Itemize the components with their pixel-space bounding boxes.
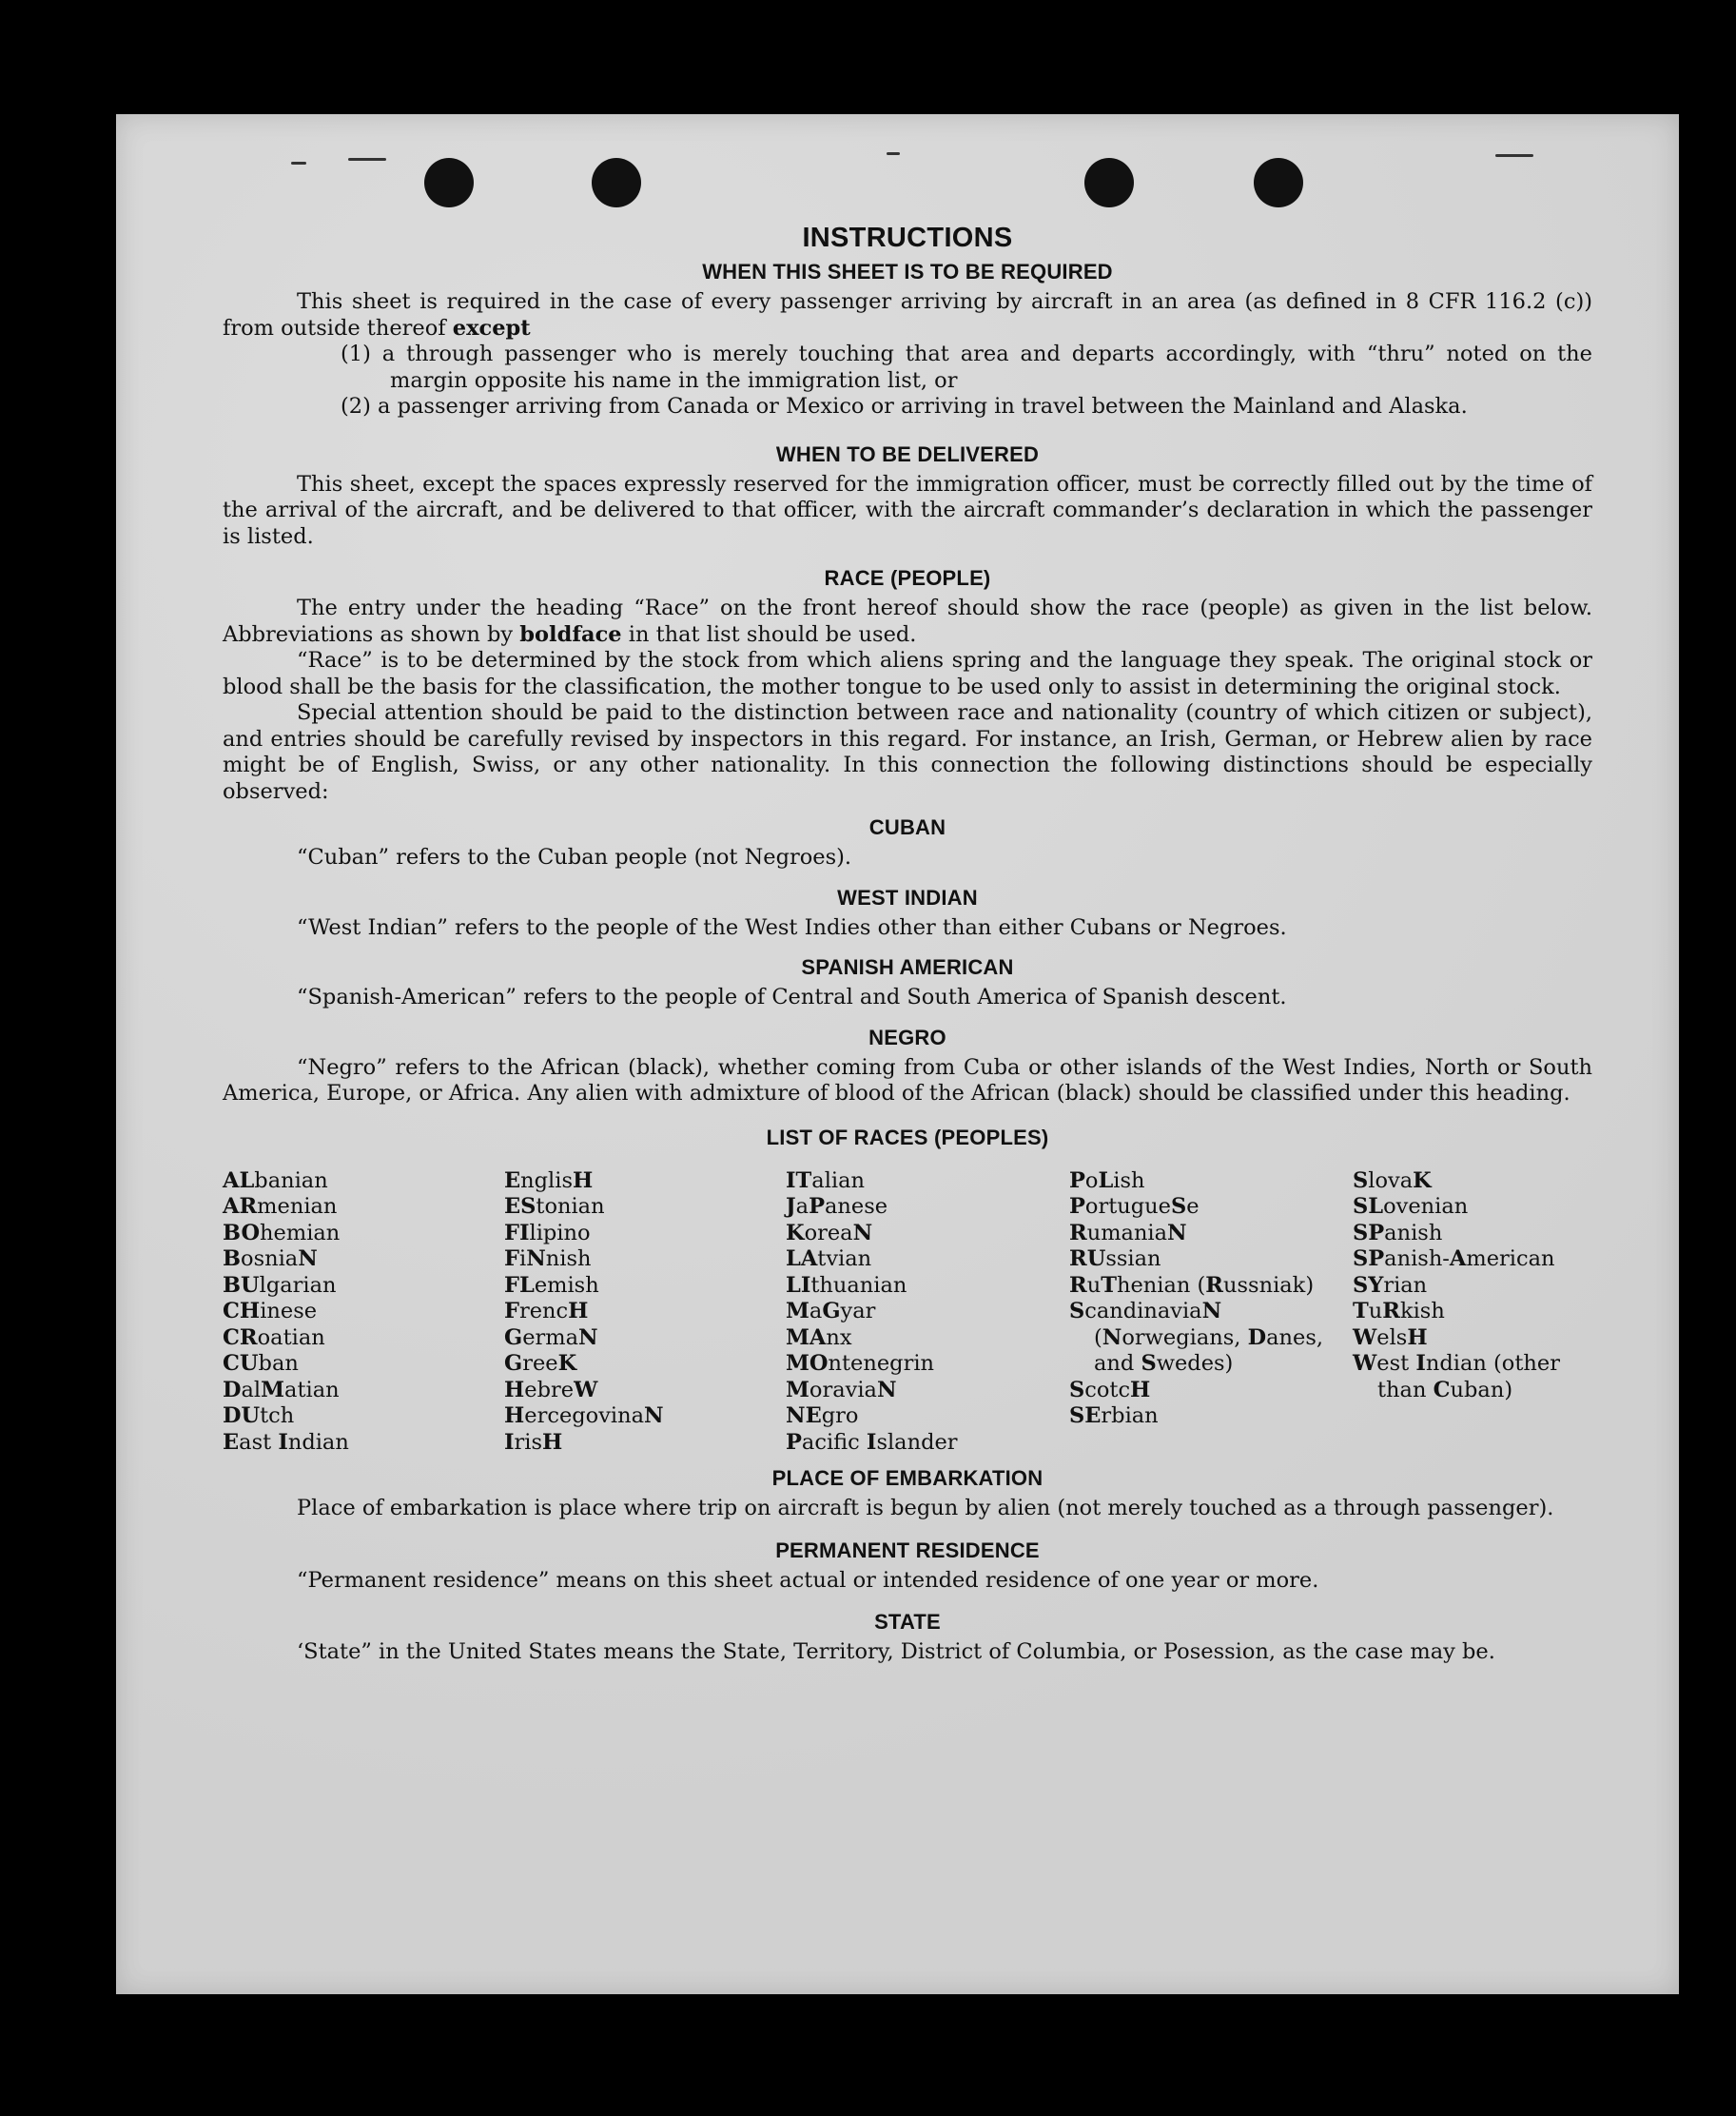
race-column-1 xyxy=(223,1168,504,1457)
ink-mark xyxy=(291,162,306,165)
race-entry: JaPanese xyxy=(786,1194,888,1219)
section-heading-spanish-american: SPANISH AMERICAN xyxy=(801,955,1014,979)
section-heading-state: STATE xyxy=(874,1610,941,1634)
race-entry: IrisH xyxy=(504,1429,563,1455)
race-entry: SYrian xyxy=(1353,1272,1428,1298)
race-entry: ARmenian xyxy=(223,1194,338,1219)
race-column-5 xyxy=(1353,1168,1592,1457)
race-entry: BOhemian xyxy=(223,1220,341,1245)
race-entry: SlovaK xyxy=(1353,1167,1432,1193)
race-entry: SLovenian xyxy=(1353,1194,1469,1219)
race-entry: PoLish xyxy=(1069,1167,1145,1193)
race-column-2 xyxy=(504,1168,786,1457)
race-entry: CRoatian xyxy=(223,1324,325,1350)
ink-mark xyxy=(887,152,900,155)
section-heading-negro: NEGRO xyxy=(868,1025,946,1049)
race-entry: CHinese xyxy=(223,1299,318,1323)
section-heading-race: RACE (PEOPLE) xyxy=(824,566,991,590)
race-entry: SPanish xyxy=(1353,1220,1443,1245)
punch-hole xyxy=(592,158,641,207)
document-sheet xyxy=(116,114,1679,1994)
race-entry: FLemish xyxy=(504,1272,599,1298)
race-p1-text: The entry under the heading “Race” on the front hereof should show the race (people) as given in the list below. Abbreviations as shown by xyxy=(223,596,1592,647)
race-entry: RumaniaN xyxy=(1069,1220,1187,1245)
spanish-american-text: “Spanish-American” refers to the people of Central and South America of Spanish descent. xyxy=(297,985,1287,1009)
race-p1-boldface: boldface xyxy=(519,621,622,647)
west-indian-text: “West Indian” refers to the people of the West Indies other than either Cubans or Negroes. xyxy=(297,914,1287,940)
race-column-3 xyxy=(786,1168,1069,1457)
race-entry: WelsH xyxy=(1353,1324,1428,1350)
race-p1-end: in that list should be used. xyxy=(621,621,917,647)
race-entry: HebreW xyxy=(504,1377,598,1402)
race-entry: EnglisH xyxy=(504,1167,594,1193)
race-entry: NEgro xyxy=(786,1403,859,1428)
race-entry: ScotcH xyxy=(1069,1377,1151,1402)
negro-text: “Negro” refers to the African (black), whether coming from Cuba or other islands of the West Indies, North or South America, Europe, or Africa. Any alien with admixture of blood of the African (black) should be classified under this heading. xyxy=(223,1054,1592,1106)
race-entry: RUssian xyxy=(1069,1246,1161,1271)
race-entry: FrencH xyxy=(504,1299,589,1323)
race-entry: West Indian (other than Cuban) xyxy=(1353,1351,1560,1402)
instructions-content xyxy=(223,219,1592,1666)
race-entry: MOntenegrin xyxy=(786,1351,935,1376)
race-entry: PortugueSe xyxy=(1069,1194,1200,1219)
race-paragraph-2: “Race” is to be determined by the stock from which aliens spring and the language they speak. The original stock or blood shall be the basis for the classification, the mother tongue to be used only to assist in determining the original stock. xyxy=(223,648,1592,699)
delivered-text: This sheet, except the spaces expressly reserved for the immigration officer, must be correctly filled out by the time of the arrival of the aircraft, and be delivered to that officer, with the aircraft commander’s declaration in which the passenger is listed. xyxy=(223,471,1592,549)
race-entry: LAtvian xyxy=(786,1246,872,1271)
required-item-1: (1) a through passenger who is merely touching that area and departs accordingly, with “thru” noted on the margin opposite his name in the immigration list, or xyxy=(341,342,1592,393)
required-intro-text: This sheet is required in the case of every passenger arriving by aircraft in an area (as defined in 8 CFR 116.2 (c)) from outside thereof xyxy=(223,289,1592,341)
race-entry: DalMatian xyxy=(223,1377,340,1402)
race-entry: BUlgarian xyxy=(223,1272,337,1298)
race-entry: TuRkish xyxy=(1353,1299,1445,1323)
cuban-text: “Cuban” refers to the Cuban people (not Negroes). xyxy=(297,845,852,870)
race-entry: HercegovinaN xyxy=(504,1403,664,1428)
race-entry: SPanish-American xyxy=(1353,1246,1555,1271)
race-entry: FiNnish xyxy=(504,1246,592,1271)
required-intro-except: except xyxy=(452,315,531,341)
section-heading-required: WHEN THIS SHEET IS TO BE REQUIRED xyxy=(702,260,1113,284)
state-text: ‘State” in the United States means the State, Territory, District of Columbia, or Posession, as the case may be. xyxy=(297,1639,1495,1664)
punch-hole xyxy=(1254,158,1303,207)
race-entry: SErbian xyxy=(1069,1403,1159,1428)
race-entry: CUban xyxy=(223,1351,299,1376)
race-entry: KoreaN xyxy=(786,1220,873,1245)
race-entry: DUtch xyxy=(223,1403,295,1428)
section-heading-residence: PERMANENT RESIDENCE xyxy=(775,1538,1040,1562)
race-entry: MaGyar xyxy=(786,1299,876,1323)
residence-text: “Permanent residence” means on this sheet actual or intended residence of one year or more. xyxy=(297,1567,1319,1593)
required-intro xyxy=(223,289,1592,342)
race-entry: BosniaN xyxy=(223,1246,318,1271)
section-heading-west-indian: WEST INDIAN xyxy=(837,885,978,910)
embarkation-text: Place of embarkation is place where trip on aircraft is begun by alien (not merely touched as a through passenger). xyxy=(297,1496,1554,1520)
race-entry: MAnx xyxy=(786,1324,852,1350)
race-entry: GermaN xyxy=(504,1324,598,1350)
section-heading-embarkation: PLACE OF EMBARKATION xyxy=(771,1466,1044,1490)
section-heading-list-of-races: LIST OF RACES (PEOPLES) xyxy=(766,1125,1049,1149)
race-entry: Pacific Islander xyxy=(786,1429,958,1455)
race-paragraph-3: Special attention should be paid to the distinction between race and nationality (country of which citizen or subject), and entries should be carefully revised by inspectors in this regard. For instance, an Irish, German, or Hebrew alien by race might be of English, Swiss, or any other nationality. In this connection the following distinctions should be especially observed: xyxy=(223,700,1592,804)
race-paragraph-1 xyxy=(223,596,1592,648)
punch-hole xyxy=(1084,158,1134,207)
punch-hole xyxy=(424,158,474,207)
race-entry: RuThenian (Russniak) xyxy=(1069,1272,1315,1298)
race-entry: MoraviaN xyxy=(786,1377,897,1402)
race-entry: FIlipino xyxy=(504,1220,591,1245)
required-item-2: (2) a passenger arriving from Canada or Mexico or arriving in travel between the Mainland and Alaska. xyxy=(341,394,1468,419)
race-entry: ALbanian xyxy=(223,1167,328,1193)
race-entry: LIthuanian xyxy=(786,1272,907,1298)
race-entry: East Indian xyxy=(223,1429,349,1455)
race-column-4 xyxy=(1069,1168,1353,1457)
ink-mark xyxy=(1495,154,1533,157)
race-list xyxy=(223,1168,1592,1457)
ink-mark xyxy=(348,158,386,161)
race-entry: EStonian xyxy=(504,1194,605,1219)
section-heading-delivered: WHEN TO BE DELIVERED xyxy=(775,441,1040,466)
section-heading-cuban: CUBAN xyxy=(868,815,946,839)
race-entry: ScandinaviaN (Norwegians, Danes, and Swedes) xyxy=(1069,1299,1324,1376)
race-entry: ITalian xyxy=(786,1167,865,1193)
race-entry: GreeK xyxy=(504,1351,577,1376)
document-title: INSTRUCTIONS xyxy=(802,223,1013,253)
